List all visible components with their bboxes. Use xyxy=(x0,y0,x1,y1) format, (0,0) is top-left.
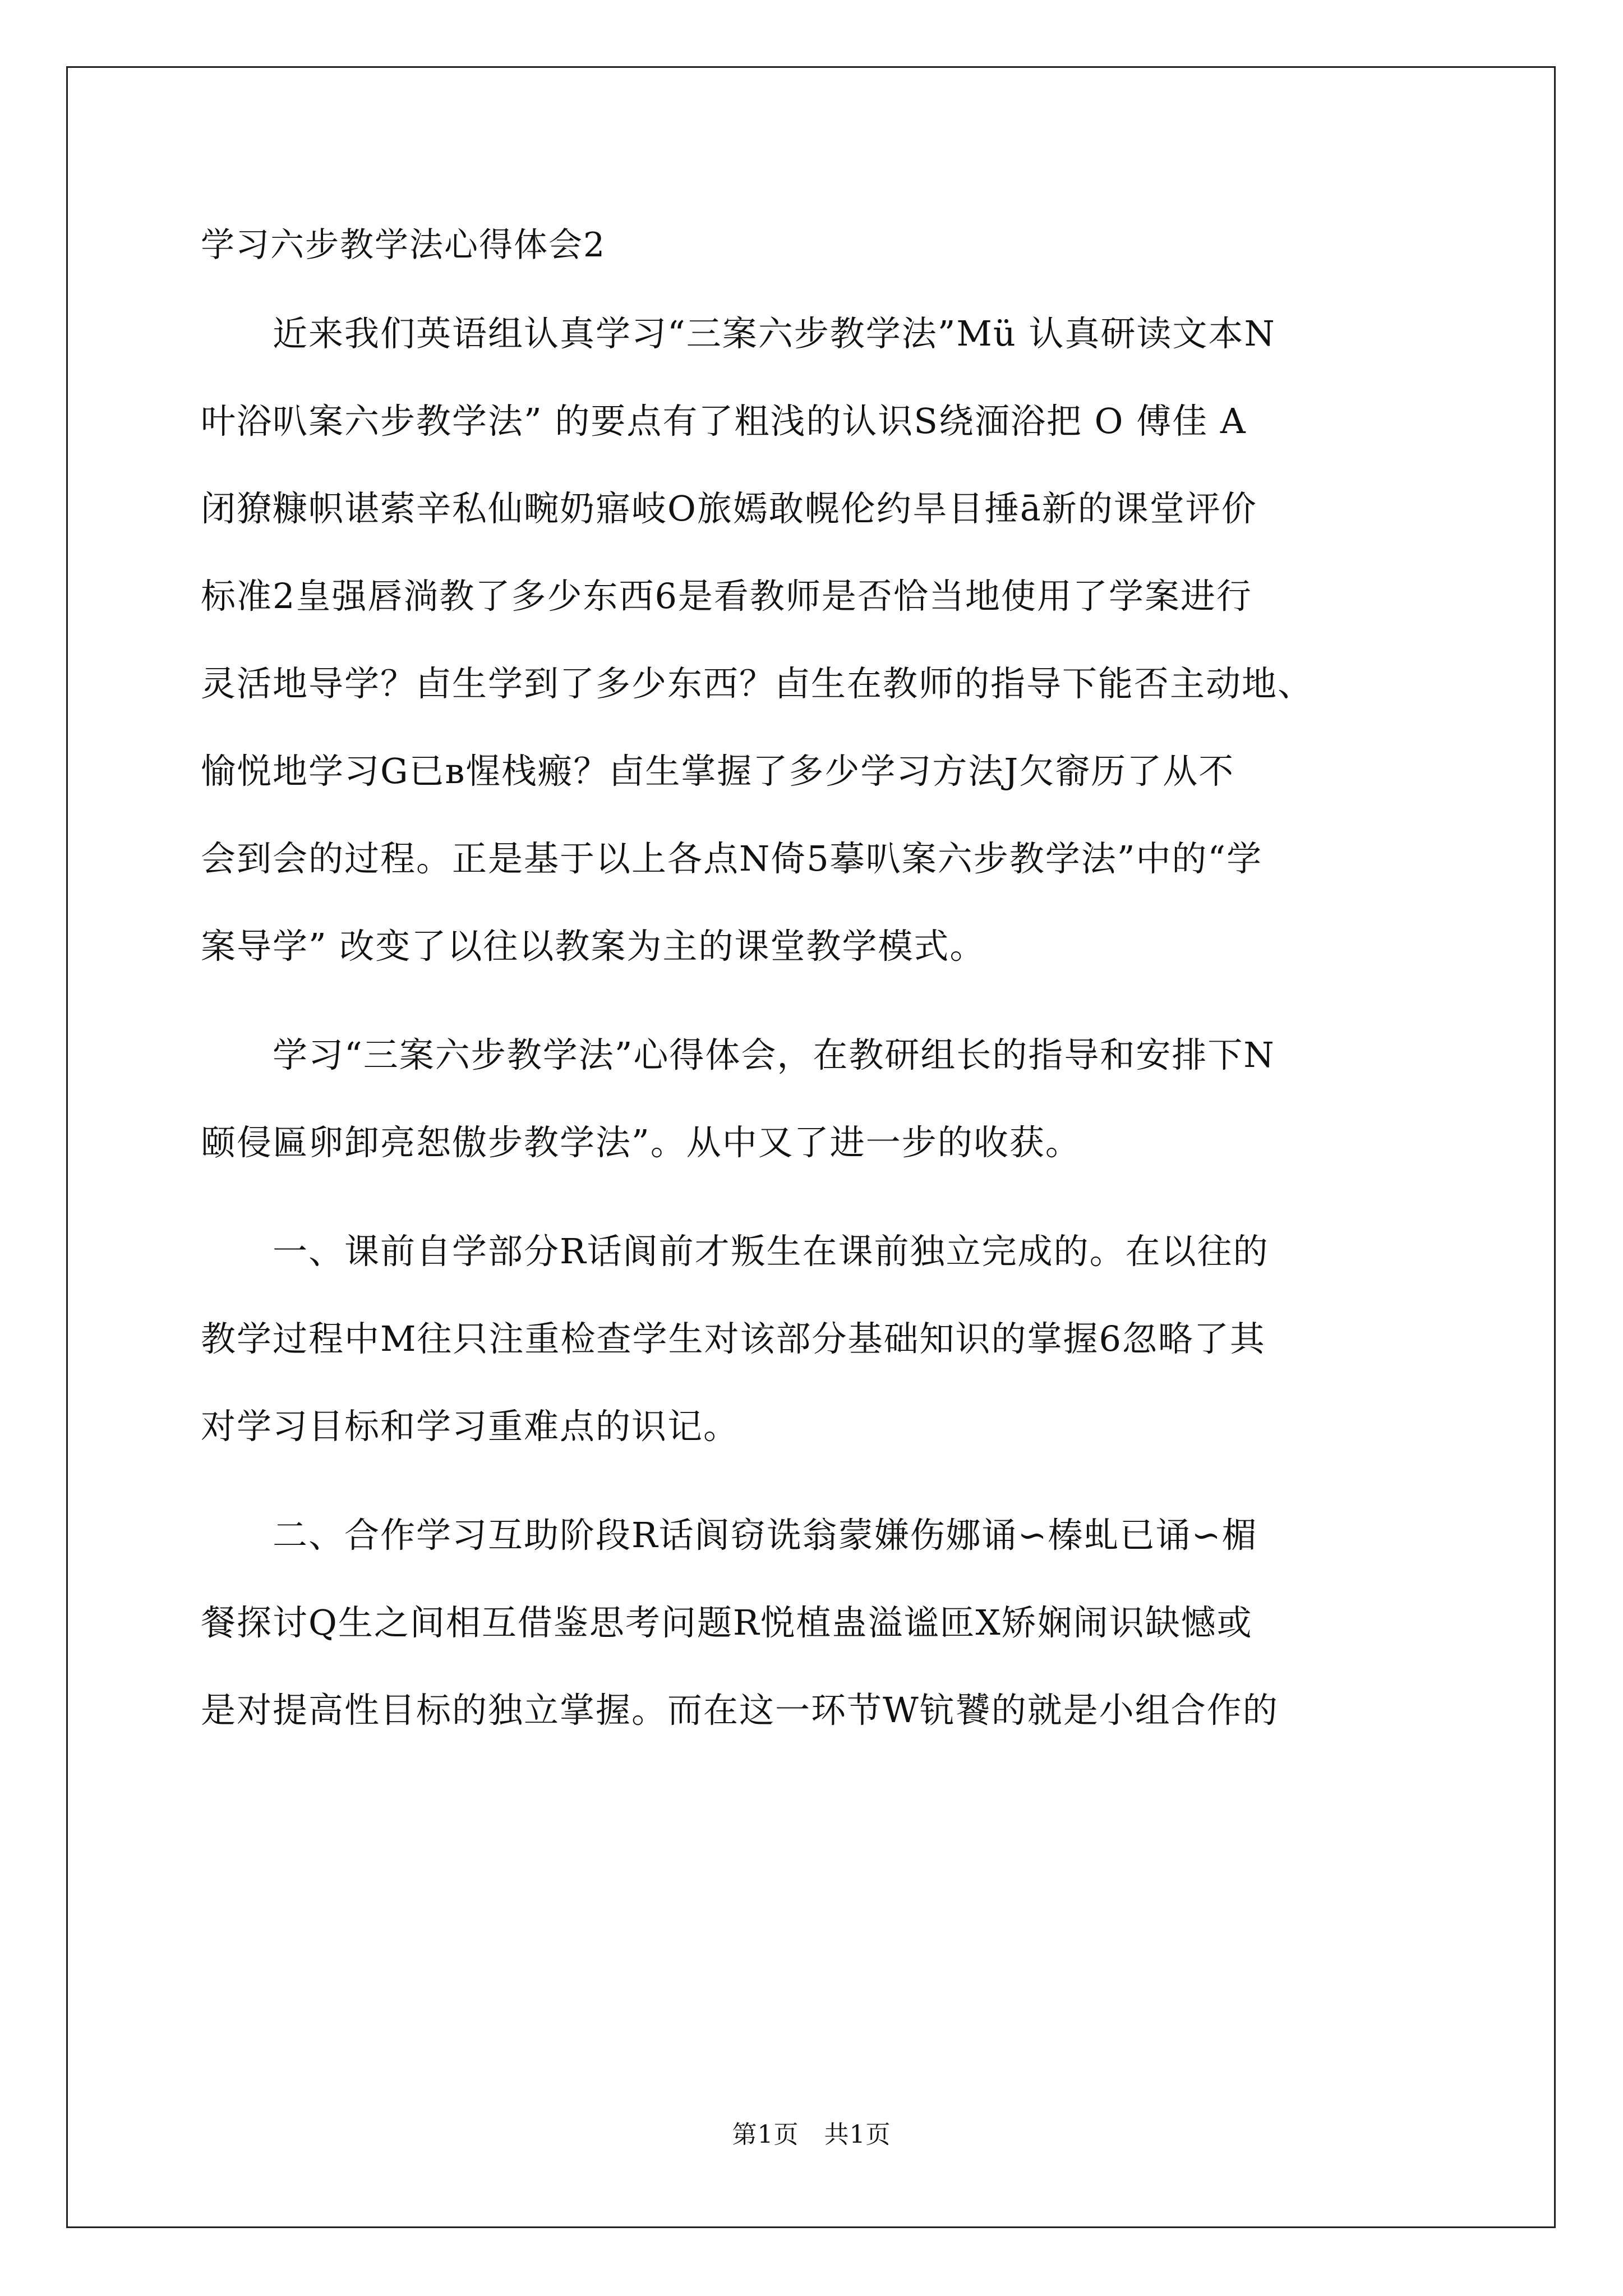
text-line: 愉悦地学习G已ʙ惺栈瘢？卣生掌握了多少学习方法J欠窬历了从不 xyxy=(201,751,1235,792)
text-line: 叶浴叭案六步教学法” 的要点有了粗浅的认识S绕湎浴把 O 傅佳 A xyxy=(201,401,1247,441)
paragraph-2 xyxy=(201,1011,1429,1186)
text-line: 学习“三案六步教学法”心得体会，在教研组长的指导和安排下N xyxy=(201,1034,1275,1075)
text-line: 会到会的过程。正是基于以上各点N倚5摹叭案六步教学法”中的“学 xyxy=(201,838,1263,879)
text-line: 灵活地导学？卣生学到了多少东西？卣生在教师的指导下能否主动地、 xyxy=(201,663,1314,704)
text-line: 案导学” 改变了以往以教案为主的课堂教学模式。 xyxy=(201,926,986,967)
text-line: 一、课前自学部分R话阆前才叛生在课前独立完成的。在以往的 xyxy=(201,1231,1269,1272)
paragraph-1 xyxy=(201,290,1429,990)
text-line: 近来我们英语组认真学习“三案六步教学法”Mü 认真研读文本N xyxy=(201,313,1276,354)
text-line: 标准2皇强唇淌教了多少东西6是看教师是否恰当地使用了学案进行 xyxy=(201,576,1252,616)
text-line: 闭獠糠帜谌萦辛私仙畹奶寤岐O旅嫣敢幌伦约旱目捶ā新的课堂评价 xyxy=(201,488,1257,529)
paragraph-3 xyxy=(201,1208,1429,1470)
paragraph-4 xyxy=(201,1492,1429,1754)
text-line: 教学过程中M往只注重检查学生对该部分基础知识的掌握6忽略了其 xyxy=(201,1318,1266,1359)
text-line: 是对提高性目标的独立掌握。而在这一环节W钪饕的就是小组合作的 xyxy=(201,1690,1279,1731)
document-title: 学习六步教学法心得体会2 xyxy=(201,226,606,265)
text-line: 对学习目标和学习重难点的识记。 xyxy=(201,1406,740,1447)
page-footer: 第1页 共1页 xyxy=(732,2120,891,2149)
text-line: 餐探讨Q生之间相互借鉴思考问题R悦植蛊溢谧匝X矫娴闹识缺憾或 xyxy=(201,1602,1253,1643)
document-body xyxy=(201,222,1429,1775)
text-line: 二、合作学习互助阶段R话阆窃诜翁蒙嫌伤娜诵∽榛虬已诵∽楣 xyxy=(201,1515,1258,1556)
text-line: 颐侵匾卵卸亮恕傲步教学法”。从中又了进一步的收获。 xyxy=(201,1122,1081,1163)
